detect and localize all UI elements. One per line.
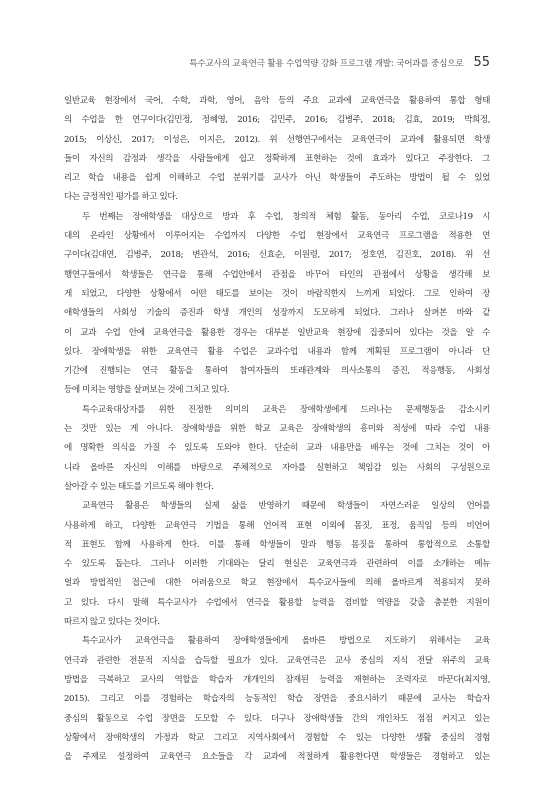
page-number: 55 (473, 55, 490, 70)
text-line: 에 명확한 의식을 가질 수 있도록 도와야 한다. 단순히 교과 내용만을 배우는 것에 그치는 것이 아 (64, 443, 490, 454)
text-line: 게 되었고, 다양한 상황에서 어떤 태도를 보이는 것이 바람직한지 느끼게 되었다. 그로 인하여 장 (64, 288, 490, 299)
text-line: 니라 올바른 자신의 이해를 바탕으로 주체적으로 자아를 실현하고 책임감 있는 사회의 구성원으로 (64, 462, 490, 473)
text-line: 행연구들에서 학생들은 연극을 통해 수업안에서 관점을 바꾸어 타인의 관점에서 상황을 생각해 보 (64, 269, 490, 280)
text-line: 연극과 관련한 전문적 지식을 습득할 필요가 있다. 교육연극은 교사 중심의 지식 전달 위주의 교육 (64, 655, 490, 666)
text-line: 2015). 그리고 이를 경험하는 학습자의 능동적인 학습 장면을 중요시하기 때문에 교사는 학습자 (64, 694, 490, 705)
paragraph (64, 401, 490, 497)
text-line: 기간에 진행되는 연극 활동을 통하여 참여자들의 또래관계와 의사소통의 증진, 적응행동, 사회성 (64, 366, 490, 377)
text-line: 사용하게 하고, 다양한 교육연극 기법을 통해 언어적 표현 이외에 몸짓, 표정, 움직임 등의 비언어 (64, 520, 490, 531)
text-line: 두 번째는 장애학생을 대상으로 방과 후 수업, 창의적 체험 활동, 동아리 수업, 코로나19 시 (82, 211, 490, 222)
text-line: 이 교과 수업 안에 교육연극을 활용한 경우는 대부분 일반교육 현장에 집중되어 있다는 것을 알 수 (64, 327, 490, 338)
paragraph (64, 208, 490, 401)
paragraph (64, 632, 490, 767)
text-line: 상황에서 장애학생의 가정과 학교 그리고 지역사회에서 경험할 수 있는 다양한 생활 중심의 경험 (64, 732, 490, 743)
text-line: 는 것만 있는 게 아니다. 장애학생을 위한 학교 교육은 장애학생의 흥미와 적성에 따라 수업 내용 (64, 424, 490, 435)
text-line: 을 주제로 설정하여 교육연극 요소들을 각 교과에 적절하게 활용한다면 학생들은 경험하고 있는 (64, 752, 490, 763)
text-line: 구이다(김대연, 김병주, 2018; 변관석, 2016; 신효순, 이원령, 2017; 정호연, 김진호, 2018). 위 선 (64, 250, 490, 261)
text-line: 고 있다. 다시 말해 특수교사가 수업에서 연극을 활용할 능력을 겸비할 역량을 갖출 충분한 지원이 (64, 597, 490, 608)
text-line: 들이 자신의 감정과 생각을 사람들에게 쉽고 정확하게 표현하는 것에 효과가 있다고 주장한다. 그 (64, 153, 490, 164)
text-line: 있다. 장애학생을 위한 교육연극 활용 수업은 교과수업 내용과 함께 계획된 프로그램이 아니라 단 (64, 346, 490, 357)
text-line: 얼과 방법적인 접근에 대한 어려움으로 학교 현장에서 특수교사들에 의해 올바르게 적용되지 못하 (64, 578, 490, 589)
text-line: 2015; 이상신, 2017; 이성은, 이지은, 2012). 위 선행연구에서는 교육연극이 교과에 활용되면 학생 (64, 134, 490, 145)
text-line: 일반교육 현장에서 국어, 수학, 과학, 영어, 음악 등의 주요 교과에 교육연극을 활용하여 통합 형태 (64, 96, 490, 106)
text-line: 리고 학습 내용을 쉽게 이해하고 수업 분위기를 교사가 아닌 학생들이 주도하는 방법이 될 수 있었 (64, 173, 490, 184)
text-line: 교육연극 활용은 학생들의 실제 삶을 반영하기 때문에 학생들이 자연스러운 일상의 언어를 (82, 501, 490, 512)
text-line: 등에 미치는 영향을 살펴보는 것에 그치고 있다. (64, 385, 230, 396)
text-line: 중심의 활동으로 수업 장면을 도모할 수 있다. 더구나 장애학생들 간의 개인차도 점점 커지고 있는 (64, 713, 490, 724)
text-line: 따르지 않고 있다는 것이다. (64, 617, 160, 628)
text-line: 적 표현도 함께 사용하게 한다. 이를 통해 학생들이 말과 행동 몸짓을 통하여 통합적으로 소통할 (64, 539, 490, 550)
text-line: 살아갈 수 있는 태도를 기르도록 해야 한다. (64, 481, 214, 492)
text-line: 방법을 극복하고 교사의 역할을 학습자 개개인의 잠재된 능력을 재현하는 조력자로 바꾼다(최지영, (64, 674, 490, 685)
text-line: 애학생들의 사회성 기술의 증진과 학생 개인의 성장까지 도모하게 되었다. 그러나 살펴본 바와 같 (64, 308, 490, 319)
body-text (64, 92, 490, 767)
text-line: 특수교사가 교육연극을 활용하여 장애학생들에게 올바른 방법으로 지도하기 위해서는 교육 (82, 636, 490, 647)
running-title: 특수교사의 교육연극 활용 수업역량 강화 프로그램 개발: 국어과를 중심으로 (189, 59, 464, 69)
paragraph (64, 92, 490, 208)
text-line: 특수교육대상자를 위한 진정한 의미의 교육은 장애학생에게 드러나는 문제행동을 감소시키 (82, 404, 490, 415)
text-line: 대의 온라인 상황에서 이루어지는 수업까지 다양한 수업 현장에서 교육연극 프로그램을 적용한 연 (64, 231, 490, 242)
paragraph (64, 497, 490, 632)
running-header (189, 55, 490, 70)
text-line: 다는 긍정적인 평가를 하고 있다. (64, 192, 178, 203)
text-line: 수 있도록 돕는다. 그러나 이러한 기대와는 달리 현실은 교육연극과 관련하여 이를 소개하는 메뉴 (64, 559, 490, 570)
text-line: 의 수업을 한 연구이다(김민정, 정혜영, 2016; 김민주, 2016; 김병주, 2018; 김효, 2019; 박희정, (64, 115, 490, 126)
